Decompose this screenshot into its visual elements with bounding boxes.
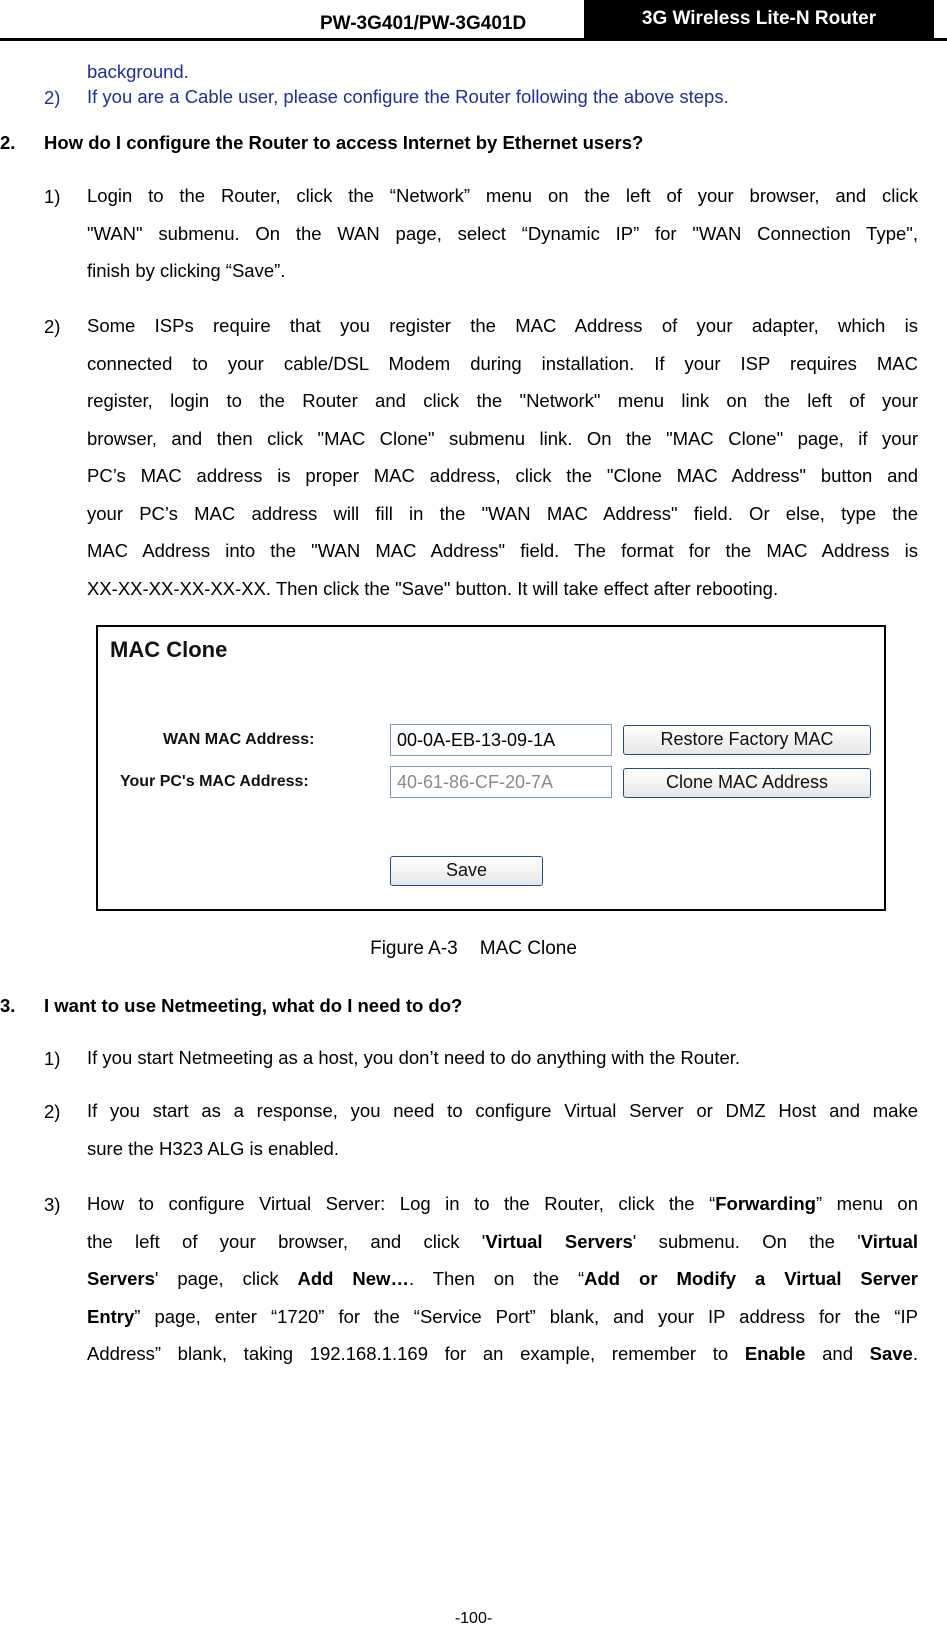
intro-item-num: 2): [44, 87, 61, 108]
question-3-num: 3.: [0, 995, 16, 1016]
figure-caption-num: Figure A-3: [370, 938, 458, 959]
wan-mac-input[interactable]: [390, 724, 612, 756]
q2-item-1-num: 1): [44, 186, 61, 207]
pc-mac-label: Your PC's MAC Address:: [120, 773, 309, 790]
enable-term: Enable: [744, 1343, 806, 1364]
q3-item-3-line: How to configure Virtual Server: Log in to the Router, click the “Forwarding” menu on: [87, 1193, 919, 1214]
servers-term: Servers: [87, 1268, 155, 1289]
q3-item-3-num: 3): [44, 1194, 61, 1215]
q3-item-3-line: Servers' page, click Add New…. Then on the “Add or Modify a Virtual Server: [87, 1268, 918, 1289]
save-button[interactable]: Save: [390, 856, 543, 886]
q2-item-2-line: XX-XX-XX-XX-XX-XX. Then click the "Save" button. It will take effect after rebooting.: [87, 577, 779, 599]
q2-item-2-num: 2): [44, 316, 61, 337]
question-3-title: I want to use Netmeeting, what do I need to do?: [44, 995, 463, 1016]
q2-item-2-line: connected to your cable/DSL Modem during installation. If your ISP requires MAC: [87, 352, 918, 374]
q2-item-1-line: "WAN" submenu. On the WAN page, select “Dynamic IP” for "WAN Connection Type",: [87, 222, 918, 244]
q3-item-1-line: If you start Netmeeting as a host, you don’t need to do anything with the Router.: [87, 1047, 741, 1068]
q2-item-2-line: browser, and then click "MAC Clone" submenu link. On the "MAC Clone" page, if your: [87, 427, 918, 449]
q2-item-2-line: register, login to the Router and click the "Network" menu link on the left of your: [87, 390, 918, 411]
question-2-num: 2.: [0, 132, 16, 153]
clone-mac-address-button[interactable]: Clone MAC Address: [623, 768, 871, 798]
header-product-tab: [584, 0, 934, 38]
add-modify-term: Add or Modify a Virtual Server: [584, 1268, 918, 1289]
q3-item-2-line: sure the H323 ALG is enabled.: [87, 1137, 339, 1159]
header-model: PW-3G401/PW-3G401D: [320, 13, 527, 34]
q2-item-1-line: finish by clicking “Save”.: [87, 260, 286, 281]
q2-item-2-line: Some ISPs require that you register the MAC Address of your adapter, which is: [87, 315, 918, 336]
save-term: Save: [869, 1343, 913, 1364]
pc-mac-input: [390, 766, 612, 798]
page-number: -100-: [454, 1610, 493, 1627]
wan-mac-label: WAN MAC Address:: [163, 731, 315, 748]
intro-item-text: If you are a Cable user, please configure the Router following the above steps.: [87, 86, 729, 107]
q2-item-2-text: [87, 307, 918, 607]
q3-item-3-text: [87, 1185, 918, 1373]
q3-item-3-line: the left of your browser, and click 'Virtual Servers' submenu. On the 'Virtual: [87, 1230, 918, 1252]
mac-clone-figure: [96, 625, 886, 911]
forwarding-term: Forwarding: [715, 1193, 816, 1214]
q3-item-3-line: Address” blank, taking 192.168.1.169 for an example, remember to Enable and Save.: [87, 1343, 918, 1364]
q3-item-3-line: Entry” page, enter “1720” for the “Service Port” blank, and your IP address for the “IP: [87, 1305, 918, 1327]
page-header: [0, 0, 947, 41]
q2-item-2-line: MAC Address into the "WAN MAC Address" field. The format for the MAC Address is: [87, 540, 918, 561]
q2-item-1-text: [87, 177, 918, 290]
add-new-term: Add New…: [297, 1268, 409, 1289]
intro-continuation: background.: [87, 61, 189, 82]
q2-item-2-line: your PC’s MAC address will fill in the "WAN MAC Address" field. Or else, type the: [87, 502, 918, 524]
question-2-title: How do I configure the Router to access Internet by Ethernet users?: [44, 132, 644, 153]
virtual-term: Virtual: [860, 1230, 918, 1252]
header-product: 3G Wireless Lite-N Router: [641, 8, 877, 29]
entry-term: Entry: [87, 1305, 135, 1327]
q3-item-2-text: [87, 1092, 918, 1167]
restore-factory-mac-button[interactable]: Restore Factory MAC: [623, 725, 871, 755]
q3-item-1-text: [87, 1039, 918, 1077]
mac-clone-title: MAC Clone: [110, 637, 228, 662]
q3-item-1-num: 1): [44, 1048, 61, 1069]
q3-item-2-num: 2): [44, 1101, 61, 1122]
q3-item-2-line: If you start as a response, you need to configure Virtual Server or DMZ Host and make: [87, 1100, 918, 1121]
figure-caption-text: MAC Clone: [479, 938, 577, 959]
virtual-servers-term: Virtual Servers: [485, 1230, 633, 1252]
q2-item-2-line: PC’s MAC address is proper MAC address, click the "Clone MAC Address" button and: [87, 465, 918, 486]
q2-item-1-line: Login to the Router, click the “Network” menu on the left of your browser, and click: [87, 185, 918, 206]
figure-caption: [0, 938, 947, 960]
